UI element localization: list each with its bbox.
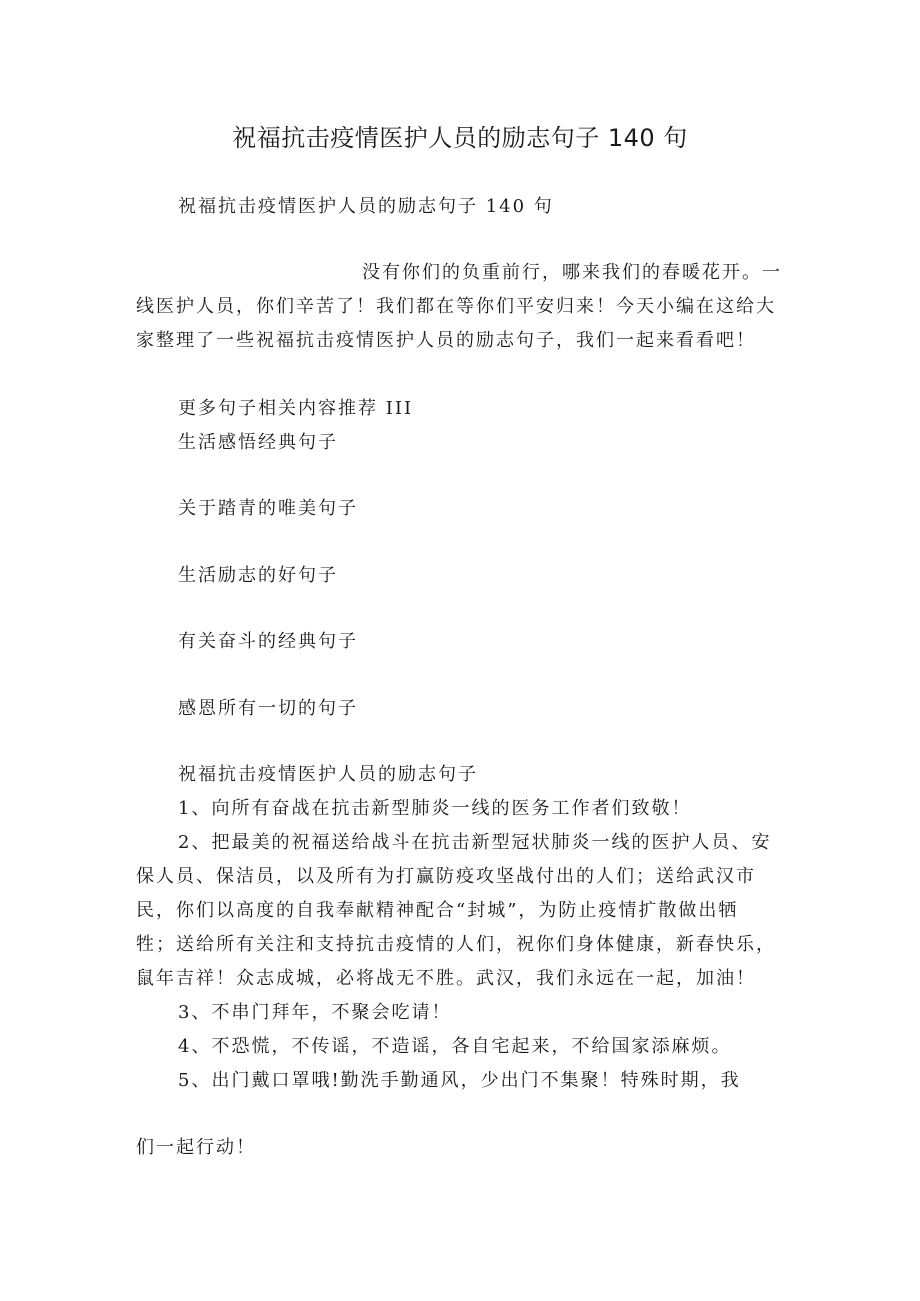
item-5-line-1: 5、出门戴口罩哦!勤洗手勤通风，少出门不集聚！特殊时期，我	[178, 1070, 741, 1091]
related-link-life-insight[interactable]: 生活感悟经典句子	[178, 432, 338, 453]
intro-line-2: 线医护人员，你们辛苦了！我们都在等你们平安归来！今天小编在这给大	[136, 296, 776, 317]
subtitle: 祝福抗击疫情医护人员的励志句子 140 句	[178, 196, 554, 217]
related-link-gratitude[interactable]: 感恩所有一切的句子	[178, 698, 358, 719]
item-3: 3、不串门拜年，不聚会吃请！	[178, 1002, 452, 1023]
item-2-line-1: 2、把最美的祝福送给战斗在抗击新型冠状肺炎一线的医护人员、安	[178, 832, 772, 853]
intro-line-1: 没有你们的负重前行，哪来我们的春暖花开。一	[362, 262, 782, 283]
item-2-line-2: 保人员、保洁员，以及所有为打赢防疫攻坚战付出的人们；送给武汉市	[136, 866, 756, 887]
section-title: 祝福抗击疫情医护人员的励志句子	[178, 764, 478, 785]
item-4: 4、不恐慌，不传谣，不造谣，各自宅起来，不给国家添麻烦。	[178, 1036, 732, 1057]
document-title: 祝福抗击疫情医护人员的励志句子 140 句	[232, 124, 688, 152]
related-link-struggle[interactable]: 有关奋斗的经典句子	[178, 631, 358, 652]
related-link-life-inspiration[interactable]: 生活励志的好句子	[178, 565, 338, 586]
item-5-line-2: 们一起行动！	[136, 1137, 256, 1158]
item-2-line-4: 牲；送给所有关注和支持抗击疫情的人们，祝你们身体健康，新春快乐，	[136, 934, 776, 955]
item-2-line-5: 鼠年吉祥！众志成城，必将战无不胜。武汉，我们永远在一起，加油！	[136, 968, 756, 989]
more-heading: 更多句子相关内容推荐 III	[178, 398, 414, 419]
related-link-spring-outing[interactable]: 关于踏青的唯美句子	[178, 498, 358, 519]
intro-line-3: 家整理了一些祝福抗击疫情医护人员的励志句子，我们一起来看看吧！	[136, 330, 756, 351]
item-1: 1、向所有奋战在抗击新型肺炎一线的医务工作者们致敬！	[178, 798, 692, 819]
item-2-line-3: 民，你们以高度的自我奉献精神配合“封城”，为防止疫情扩散做出牺	[136, 900, 739, 921]
